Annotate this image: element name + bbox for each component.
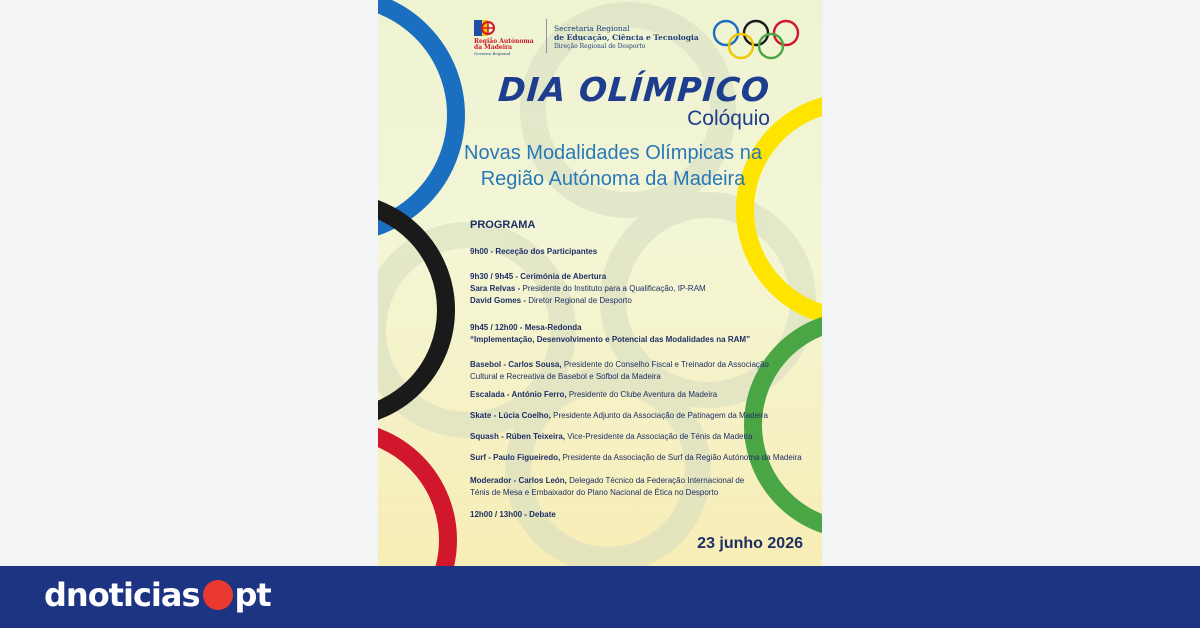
- madeira-emblem-icon: [474, 18, 496, 38]
- rececao-text: 9h00 - Receção dos Participantes: [470, 247, 598, 256]
- program-skate: [470, 410, 810, 422]
- dnoticias-logo[interactable]: [44, 570, 271, 620]
- event-poster: [378, 0, 822, 566]
- skate-name: Skate - Lúcia Coelho,: [470, 411, 551, 420]
- program-squash: [470, 431, 810, 443]
- region-logo-line3: Governo Regional: [474, 51, 511, 56]
- skate-role: Presidente Adjunto da Associação de Patinagem da Madeira: [550, 411, 768, 420]
- secretaria-logo-text: [554, 24, 699, 51]
- event-title: DIA OLÍMPICO: [496, 70, 772, 109]
- olympic-rings-icon: [710, 18, 802, 64]
- squash-role: Vice-Presidente da Associação de Ténis da Madeira: [564, 432, 753, 441]
- program-debate: [470, 509, 810, 521]
- basebol-role1: Presidente do Conselho Fiscal e Treinador da Associação: [561, 360, 769, 369]
- theme-line2: Região Autónoma da Madeira: [480, 168, 746, 190]
- basebol-role2: Cultural e Recreativa de Basebol e Sofbol da Madeira: [470, 372, 661, 381]
- david-name: David Gomes -: [470, 296, 527, 305]
- escalada-role: Presidente do Clube Aventura da Madeira: [566, 390, 718, 399]
- program-mesa: [470, 322, 810, 346]
- squash-name: Squash - Rúben Teixeira,: [470, 432, 565, 441]
- program-escalada: [470, 389, 810, 401]
- program-surf: [470, 452, 810, 464]
- mesa-theme: “Implementação, Desenvolvimento e Potencial das Modalidades na RAM”: [470, 335, 751, 344]
- brand-right-text: pt: [234, 576, 271, 614]
- basebol-name: Basebol - Carlos Sousa,: [470, 360, 562, 369]
- surf-name: Surf - Paulo Figueiredo,: [470, 453, 561, 462]
- program-basebol: [470, 359, 810, 383]
- secretaria-line1: Secretaria Regional: [554, 24, 630, 33]
- region-logo-line2: da Madeira: [474, 44, 513, 51]
- sara-name: Sara Relvas -: [470, 284, 521, 293]
- abertura-text: 9h30 / 9h45 - Cerimónia de Abertura: [470, 272, 607, 281]
- event-subtitle: Colóquio: [687, 107, 770, 130]
- escalada-name: Escalada - António Ferro,: [470, 390, 567, 399]
- surf-role: Presidente da Associação de Surf da Região Autónoma da Madeira: [560, 453, 802, 462]
- secretaria-line3: Direção Regional de Desporto: [554, 43, 646, 50]
- region-logo-line1: Região Autónoma: [474, 38, 534, 45]
- secretaria-line2: de Educação, Ciência e Tecnologia: [554, 33, 699, 42]
- brand-left-text: dnoticias: [44, 576, 200, 614]
- moderador-name: Moderador - Carlos León,: [470, 476, 567, 485]
- event-date: 23 junho 2026: [697, 535, 803, 552]
- theme-line1: Novas Modalidades Olímpicas na: [464, 142, 762, 164]
- program-rececao: [470, 246, 810, 258]
- programa-heading: PROGRAMA: [470, 219, 536, 231]
- moderador-role2: Ténis de Mesa e Embaixador do Plano Nacional de Ética no Desporto: [470, 488, 719, 497]
- mesa-text: 9h45 / 12h00 - Mesa-Redonda: [470, 323, 582, 332]
- david-role: Diretor Regional de Desporto: [526, 296, 632, 305]
- program-abertura: [470, 271, 810, 307]
- debate-text: 12h00 / 13h00 - Debate: [470, 510, 556, 519]
- moderador-role1: Delegado Técnico da Federação Internacional de: [566, 476, 745, 485]
- region-logo-text: [474, 39, 534, 57]
- program-moderador: [470, 475, 810, 499]
- logo-divider: [546, 19, 547, 53]
- brand-dot-icon: [203, 580, 233, 610]
- sara-role: Presidente do Instituto para a Qualificação, IP-RAM: [520, 284, 706, 293]
